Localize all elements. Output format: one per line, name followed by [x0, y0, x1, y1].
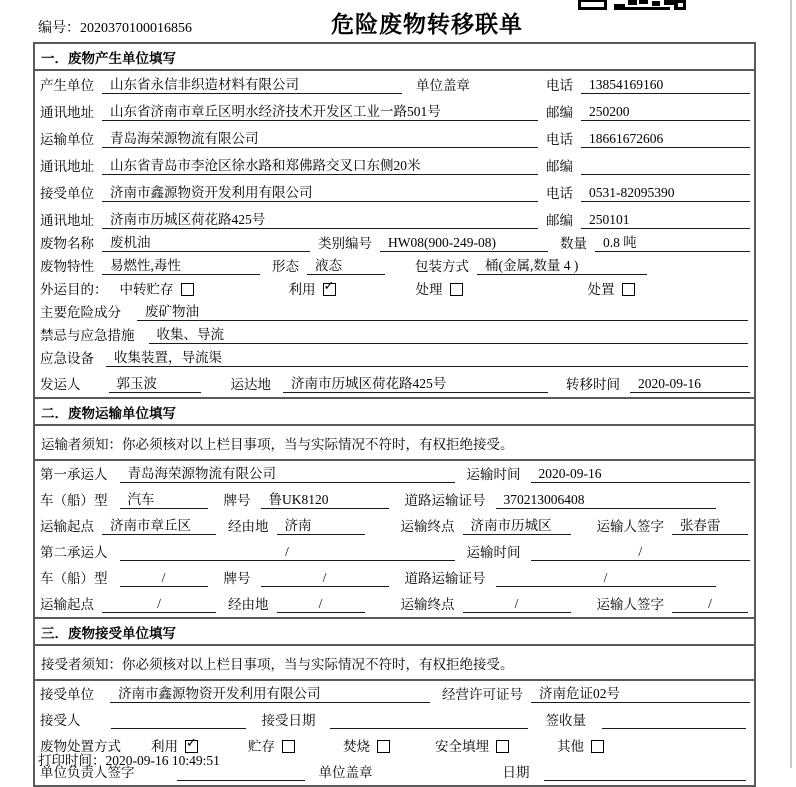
producer-zip-value: 250200	[581, 104, 750, 121]
phone-label: 电话	[546, 78, 573, 93]
transport-time-label: 运输时间	[466, 467, 521, 482]
producer-phone-value: 13854169160	[581, 77, 750, 94]
transporter-unit-label: 运输单位	[40, 132, 94, 147]
carrier-signature-label: 运输人签字	[596, 519, 664, 534]
plate-label: 牌号	[223, 571, 251, 586]
route1-row	[35, 513, 754, 539]
producer-address-value: 山东省济南市章丘区明水经济技术开发区工业一路501号	[102, 100, 538, 121]
serial-label: 编号：	[38, 21, 80, 36]
category-code-label: 类别编号	[318, 236, 372, 251]
transporter-zip-value	[581, 159, 750, 175]
route-start-value: /	[102, 596, 216, 613]
page-title: 危险废物转移联单	[331, 11, 523, 37]
other-checkbox[interactable]	[591, 740, 604, 753]
via-label: 经由地	[228, 597, 269, 612]
purpose-option-label: 处置	[587, 282, 615, 297]
disposal-option-label: 安全填埋	[435, 739, 489, 754]
route-end-label: 运输终点	[400, 519, 455, 534]
transporter-unit-value: 青岛海荣源物流有限公司	[102, 127, 538, 148]
route2-row	[35, 591, 754, 617]
packaging-value: 桶(金属,数量 4 )	[477, 254, 647, 275]
disposal-option-label: 其他	[557, 739, 584, 754]
emergency-measures-value: 收集、导流	[149, 323, 749, 344]
transfer-purpose-row	[35, 279, 754, 302]
first-carrier-value: 青岛海荣源物流有限公司	[120, 462, 455, 483]
phone-label: 电话	[546, 186, 573, 201]
section-receive-header: 三．废物接受单位填写	[35, 617, 754, 646]
waste-properties-label: 废物特性	[40, 259, 94, 274]
hazard-components-label: 主要危险成分	[40, 305, 121, 320]
producer-unit-value: 山东省永信非织造材料有限公司	[102, 73, 402, 94]
waste-properties-value: 易燃性,毒性	[102, 254, 260, 275]
carrier-signature-value: /	[672, 596, 748, 613]
purpose-label: 外运目的：	[40, 282, 108, 297]
vehicle-type-label: 车（船）型	[40, 571, 108, 586]
vehicle-type-value: 汽车	[120, 488, 208, 509]
transporter-unit-row	[35, 125, 754, 152]
hazard-components-value: 废矿物油	[137, 300, 748, 321]
zip-label: 邮编	[546, 159, 573, 174]
print-time-label: 打印时间：	[38, 753, 106, 768]
transfer-time-value: 2020-09-16	[630, 376, 750, 393]
hazard-components-row	[35, 302, 754, 325]
dispatcher-label: 发运人	[40, 377, 81, 392]
zip-label: 邮编	[546, 213, 573, 228]
purpose-option-label: 中转贮存	[119, 282, 174, 297]
dispose-checkbox[interactable]	[622, 283, 635, 296]
received-qty-label: 签收量	[545, 713, 586, 728]
second-carrier-label: 第二承运人	[40, 545, 108, 560]
emergency-measures-row	[35, 325, 754, 348]
waste-name-label: 废物名称	[40, 236, 94, 251]
receiving-unit-value: 济南市鑫源物资开发利用有限公司	[110, 682, 430, 703]
purpose-option-label: 处理	[415, 282, 443, 297]
serial-number: 2020370100016856	[80, 21, 192, 36]
serial-number-line	[38, 17, 192, 37]
road-permit-value: /	[496, 570, 716, 587]
license-value: 济南危证02号	[531, 682, 750, 703]
qr-code-fragment-icon	[578, 0, 688, 10]
transport-time-value: /	[531, 544, 751, 561]
disposal-method-label: 废物处置方式	[40, 739, 121, 754]
quantity-label: 数量	[560, 236, 587, 251]
form-value: 液态	[307, 254, 385, 275]
carrier-signature-label: 运输人签字	[596, 597, 664, 612]
accept-date-value	[330, 713, 528, 729]
receiving-unit-label: 接受单位	[40, 687, 94, 702]
vehicle-type-label: 车（船）型	[40, 493, 108, 508]
acceptor-label: 接受人	[40, 713, 81, 728]
transfer-form-table	[33, 42, 756, 787]
category-code-value: HW08(900-249-08)	[380, 235, 548, 252]
unit-seal-label: 单位盖章	[318, 765, 373, 780]
route-start-label: 运输起点	[40, 597, 94, 612]
plate-value: 鲁UK8120	[261, 488, 389, 509]
carrier-signature-value: 张春雷	[672, 514, 748, 535]
route-end-value: /	[463, 596, 571, 613]
emergency-equipment-row	[35, 348, 754, 371]
transporter-phone-value: 18661672606	[581, 131, 750, 148]
first-carrier-row	[35, 461, 754, 487]
via-value: 济南	[277, 514, 365, 535]
treat-checkbox[interactable]	[450, 283, 463, 296]
emergency-measures-label: 禁忌与应急措施	[40, 328, 135, 343]
receiver-address-value: 济南市历城区荷花路425号	[102, 208, 538, 229]
transfer-time-label: 转移时间	[566, 377, 620, 392]
section-transport-header: 二．废物运输单位填写	[35, 397, 754, 426]
page-right-edge-line	[790, 0, 792, 768]
producer-address-row	[35, 98, 754, 125]
waste-name-row	[35, 233, 754, 256]
receiving-unit-row	[35, 681, 754, 707]
producer-unit-row	[35, 71, 754, 98]
first-carrier-label: 第一承运人	[40, 467, 108, 482]
waste-properties-row	[35, 256, 754, 279]
destination-label: 运达地	[230, 377, 271, 392]
via-value: /	[277, 596, 365, 613]
license-label: 经营许可证号	[442, 687, 523, 702]
purpose-option-label: 利用	[288, 282, 316, 297]
print-time-value: 2020-09-16 10:49:51	[105, 753, 220, 768]
via-label: 经由地	[228, 519, 269, 534]
date-label: 日期	[502, 765, 530, 780]
vehicle2-row	[35, 565, 754, 591]
unit-seal-label: 单位盖章	[416, 78, 470, 93]
second-carrier-row	[35, 539, 754, 565]
received-qty-value	[602, 713, 746, 729]
road-permit-value: 370213006408	[496, 492, 716, 509]
receiver-unit-value: 济南市鑫源物资开发利用有限公司	[102, 181, 538, 202]
transporter-notice: 运输者须知：你必须核对以上栏目事项，当与实际情况不符时，有权拒绝接受。	[35, 426, 754, 461]
emergency-equipment-value: 收集装置，导流渠	[106, 346, 748, 367]
disposal-option-label: 焚烧	[343, 739, 370, 754]
transporter-address-row	[35, 152, 754, 179]
quantity-value: 0.8 吨	[595, 231, 750, 252]
zip-label: 邮编	[546, 105, 573, 120]
receiver-phone-value: 0531-82095390	[581, 185, 750, 202]
landfill-checkbox[interactable]	[496, 740, 509, 753]
disposal-option-label: 利用	[151, 739, 178, 754]
disposal-option-label: 贮存	[248, 739, 275, 754]
utilize-checkbox[interactable]	[323, 283, 336, 296]
receiver-address-row	[35, 206, 754, 233]
responsible-signature-label: 单位负责人签字	[40, 765, 135, 780]
route-start-value: 济南市章丘区	[102, 514, 216, 535]
receiver-unit-label: 接受单位	[40, 186, 94, 201]
transport-time-value: 2020-09-16	[531, 466, 751, 483]
route-end-value: 济南市历城区	[463, 514, 571, 535]
transporter-address-value: 山东省青岛市李沧区徐水路和郑佛路交叉口东侧20米	[102, 154, 538, 175]
acceptor-row	[35, 707, 754, 733]
address-label: 通讯地址	[40, 105, 94, 120]
transport-time-label: 运输时间	[466, 545, 521, 560]
incineration-checkbox[interactable]	[377, 740, 390, 753]
plate-value: /	[261, 570, 389, 587]
vehicle-type-value: /	[120, 570, 208, 587]
vehicle1-row	[35, 487, 754, 513]
receiver-notice: 接受者须知：你必须核对以上栏目事项，当与实际情况不符时，有权拒绝接受。	[35, 646, 754, 681]
form-label: 形态	[272, 259, 299, 274]
emergency-equipment-label: 应急设备	[40, 351, 94, 366]
receiver-unit-row	[35, 179, 754, 206]
plate-label: 牌号	[223, 493, 251, 508]
address-label: 通讯地址	[40, 159, 94, 174]
dispatcher-row	[35, 371, 754, 397]
route-start-label: 运输起点	[40, 519, 94, 534]
print-time-line	[38, 749, 220, 769]
destination-value: 济南市历城区荷花路425号	[283, 372, 548, 393]
phone-label: 电话	[546, 132, 573, 147]
waste-name-value: 废机油	[102, 231, 310, 252]
storage-checkbox[interactable]	[282, 740, 295, 753]
transit-storage-checkbox[interactable]	[181, 283, 194, 296]
road-permit-label: 道路运输证号	[404, 493, 486, 508]
second-carrier-value: /	[120, 544, 455, 561]
accept-date-label: 接受日期	[261, 713, 316, 728]
packaging-label: 包装方式	[415, 259, 469, 274]
route-end-label: 运输终点	[400, 597, 455, 612]
dispatcher-value: 郭玉波	[109, 372, 201, 393]
producer-unit-label: 产生单位	[40, 78, 94, 93]
receiver-zip-value: 250101	[581, 212, 750, 229]
section-producer-header: 一．废物产生单位填写	[35, 44, 754, 71]
acceptor-value	[111, 713, 246, 729]
address-label: 通讯地址	[40, 213, 94, 228]
date-value	[544, 765, 747, 781]
road-permit-label: 道路运输证号	[404, 571, 486, 586]
